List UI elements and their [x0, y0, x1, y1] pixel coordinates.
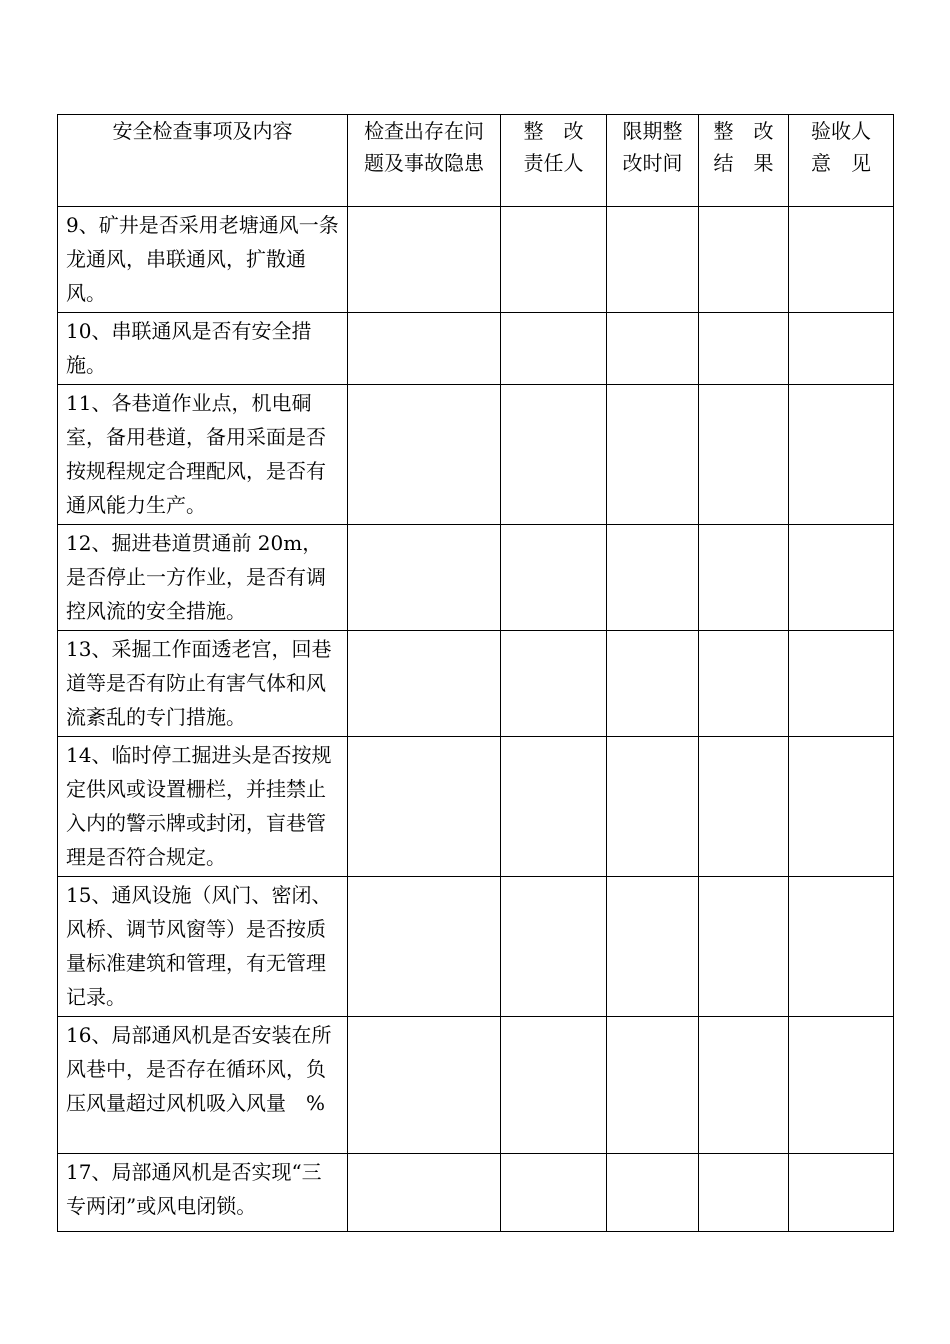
- row-item-text: 15、通风设施（风门、密闭、风桥、调节风窗等）是否按质量标准建筑和管理，有无管理记录。: [58, 877, 348, 1017]
- row-result-cell[interactable]: [699, 737, 789, 877]
- table-row: [58, 385, 894, 525]
- row-result-cell[interactable]: [699, 877, 789, 1017]
- row-result-cell[interactable]: [699, 385, 789, 525]
- row-person-cell[interactable]: [501, 525, 607, 631]
- row-deadline-cell[interactable]: [607, 631, 699, 737]
- row-deadline-cell[interactable]: [607, 1154, 699, 1232]
- row-deadline-cell[interactable]: [607, 737, 699, 877]
- table-header-row: [58, 115, 894, 207]
- header-deadline: 限期整 改时间: [607, 115, 699, 207]
- row-item-text: 13、采掘工作面透老宫，回巷道等是否有防止有害气体和风流紊乱的专门措施。: [58, 631, 348, 737]
- row-item-text: 12、掘进巷道贯通前 20m，是否停止一方作业，是否有调控风流的安全措施。: [58, 525, 348, 631]
- row-acceptance-cell[interactable]: [789, 313, 894, 385]
- header-responsible-person: 整 改 责任人: [501, 115, 607, 207]
- row-problem-cell[interactable]: [348, 207, 501, 313]
- table-row: [58, 1017, 894, 1154]
- row-acceptance-cell[interactable]: [789, 631, 894, 737]
- row-problem-cell[interactable]: [348, 631, 501, 737]
- row-result-cell[interactable]: [699, 1017, 789, 1154]
- row-deadline-cell[interactable]: [607, 207, 699, 313]
- header-inspection-item: 安全检查事项及内容: [58, 115, 348, 207]
- row-item-text: 17、局部通风机是否实现“三专两闭”或风电闭锁。: [58, 1154, 348, 1232]
- row-person-cell[interactable]: [501, 385, 607, 525]
- row-acceptance-cell[interactable]: [789, 385, 894, 525]
- row-person-cell[interactable]: [501, 631, 607, 737]
- header-problems-found: 检查出存在问 题及事故隐患: [348, 115, 501, 207]
- row-acceptance-cell[interactable]: [789, 525, 894, 631]
- row-result-cell[interactable]: [699, 207, 789, 313]
- inspection-table: [57, 114, 894, 1232]
- row-acceptance-cell[interactable]: [789, 737, 894, 877]
- header-acceptance-opinion: 验收人 意 见: [789, 115, 894, 207]
- table-row: [58, 877, 894, 1017]
- row-item-text: 9、矿井是否采用老塘通风一条龙通风，串联通风，扩散通风。: [58, 207, 348, 313]
- row-result-cell[interactable]: [699, 525, 789, 631]
- row-acceptance-cell[interactable]: [789, 1017, 894, 1154]
- row-person-cell[interactable]: [501, 1154, 607, 1232]
- row-problem-cell[interactable]: [348, 313, 501, 385]
- row-problem-cell[interactable]: [348, 737, 501, 877]
- row-deadline-cell[interactable]: [607, 313, 699, 385]
- row-acceptance-cell[interactable]: [789, 877, 894, 1017]
- table-row: [58, 631, 894, 737]
- row-result-cell[interactable]: [699, 631, 789, 737]
- row-person-cell[interactable]: [501, 207, 607, 313]
- row-result-cell[interactable]: [699, 313, 789, 385]
- row-problem-cell[interactable]: [348, 385, 501, 525]
- row-item-text: 16、局部通风机是否安装在所风巷中，是否存在循环风，负压风量超过风机吸入风量 %: [58, 1017, 348, 1154]
- row-deadline-cell[interactable]: [607, 385, 699, 525]
- table-row: [58, 737, 894, 877]
- row-problem-cell[interactable]: [348, 1017, 501, 1154]
- row-person-cell[interactable]: [501, 313, 607, 385]
- row-item-text: 14、临时停工掘进头是否按规定供风或设置栅栏，并挂禁止入内的警示牌或封闭，盲巷管理是否符合规定。: [58, 737, 348, 877]
- table-row: [58, 207, 894, 313]
- row-result-cell[interactable]: [699, 1154, 789, 1232]
- row-deadline-cell[interactable]: [607, 877, 699, 1017]
- row-person-cell[interactable]: [501, 877, 607, 1017]
- header-rectification-result: 整 改 结 果: [699, 115, 789, 207]
- row-item-text: 11、各巷道作业点，机电硐室，备用巷道，备用采面是否按规程规定合理配风，是否有通风能力生产。: [58, 385, 348, 525]
- row-acceptance-cell[interactable]: [789, 1154, 894, 1232]
- row-person-cell[interactable]: [501, 1017, 607, 1154]
- row-deadline-cell[interactable]: [607, 1017, 699, 1154]
- row-deadline-cell[interactable]: [607, 525, 699, 631]
- table-row: [58, 525, 894, 631]
- row-item-text: 10、串联通风是否有安全措施。: [58, 313, 348, 385]
- row-acceptance-cell[interactable]: [789, 207, 894, 313]
- row-problem-cell[interactable]: [348, 1154, 501, 1232]
- table-row: [58, 1154, 894, 1232]
- table-row: [58, 313, 894, 385]
- row-problem-cell[interactable]: [348, 525, 501, 631]
- row-problem-cell[interactable]: [348, 877, 501, 1017]
- row-person-cell[interactable]: [501, 737, 607, 877]
